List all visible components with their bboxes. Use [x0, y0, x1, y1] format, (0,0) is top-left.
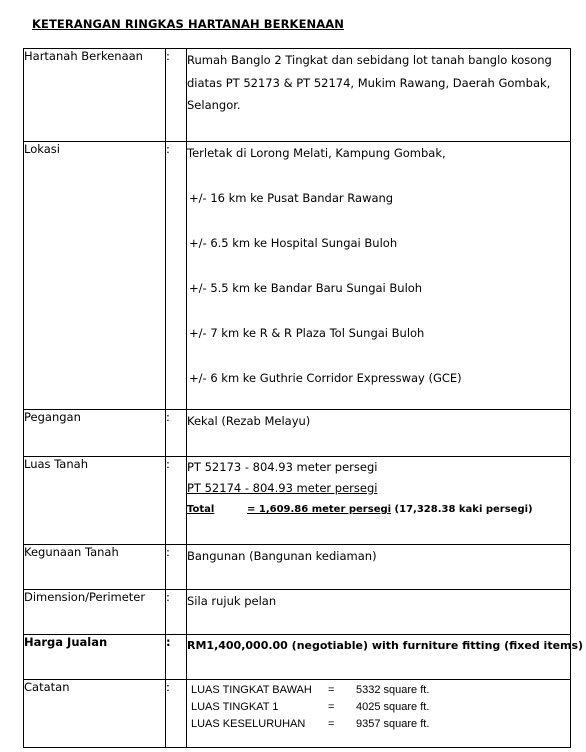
- hartanah-line: Selangor.: [187, 98, 241, 112]
- value-luas-tanah: [187, 457, 571, 545]
- colon: :: [166, 635, 187, 680]
- label-hartanah: Hartanah Berkenaan: [24, 49, 166, 142]
- row-pegangan: [24, 410, 571, 457]
- label-dimension: Dimension/Perimeter: [24, 590, 166, 635]
- row-luas-tanah: [24, 457, 571, 545]
- harga-text: RM1,400,000.00 (negotiable) with furniture fitting (fixed items): [187, 639, 584, 652]
- label-kegunaan: Kegunaan Tanah: [24, 545, 166, 590]
- total-value: = 1,609.86 meter persegi: [247, 504, 392, 515]
- area-row: [191, 682, 570, 699]
- value-catatan: [187, 680, 571, 748]
- area-row: [191, 699, 570, 716]
- row-catatan: [24, 680, 571, 748]
- value-harga: [187, 635, 584, 680]
- luas-line-2: PT 52174 - 804.93 meter persegi: [187, 481, 378, 495]
- label-catatan: Catatan: [24, 680, 166, 748]
- hartanah-line: Rumah Banglo 2 Tingkat dan sebidang lot tanah banglo kosong: [187, 53, 552, 67]
- area-eq: =: [328, 701, 335, 713]
- lokasi-item: +/- 7 km ke R & R Plaza Tol Sungai Buloh: [189, 326, 425, 340]
- label-harga: Harga Jualan: [24, 635, 166, 680]
- row-lokasi: [24, 142, 571, 410]
- area-eq: =: [328, 718, 335, 730]
- dimension-text: Sila rujuk pelan: [187, 594, 277, 608]
- area-value: 5332 square ft.: [356, 684, 430, 696]
- area-eq: =: [328, 684, 335, 696]
- lokasi-item: +/- 5.5 km ke Bandar Baru Sungai Buloh: [189, 281, 423, 295]
- area-name: LUAS TINGKAT 1: [191, 701, 279, 713]
- value-pegangan: [187, 410, 571, 457]
- label-lokasi: Lokasi: [24, 142, 166, 410]
- lokasi-intro: Terletak di Lorong Melati, Kampung Gombak,: [187, 146, 446, 160]
- value-lokasi: [187, 142, 571, 410]
- value-kegunaan: [187, 545, 571, 590]
- total-extra: (17,328.38 kaki persegi): [391, 504, 533, 515]
- page-title: KETERANGAN RINGKAS HARTANAH BERKENAAN: [32, 17, 344, 31]
- value-hartanah: [187, 49, 571, 142]
- label-luas-tanah: Luas Tanah: [24, 457, 166, 545]
- colon: :: [166, 680, 187, 748]
- luas-total: [187, 499, 570, 521]
- row-dimension: [24, 590, 571, 635]
- colon: :: [166, 590, 187, 635]
- hartanah-line: diatas PT 52173 & PT 52174, Mukim Rawang, Daerah Gombak,: [187, 75, 551, 90]
- colon: :: [166, 49, 187, 142]
- label-pegangan: Pegangan: [24, 410, 166, 457]
- row-kegunaan: [24, 545, 571, 590]
- colon: :: [166, 457, 187, 545]
- kegunaan-text: Bangunan (Bangunan kediaman): [187, 549, 377, 563]
- lokasi-item: +/- 6.5 km ke Hospital Sungai Buloh: [189, 236, 398, 250]
- lokasi-item: +/- 6 km ke Guthrie Corridor Expressway (GCE): [189, 371, 462, 385]
- luas-line-1: PT 52173 - 804.93 meter persegi: [187, 460, 378, 474]
- pegangan-text: Kekal (Rezab Melayu): [187, 414, 311, 428]
- colon: :: [166, 142, 187, 410]
- total-label: Total: [187, 504, 215, 515]
- row-harga: [24, 635, 571, 680]
- area-row: [191, 716, 570, 733]
- area-value: 4025 square ft.: [356, 701, 430, 713]
- row-hartanah: [24, 49, 571, 142]
- area-name: LUAS KESELURUHAN: [191, 718, 306, 730]
- property-info-table: [23, 48, 584, 748]
- value-dimension: [187, 590, 571, 635]
- area-name: LUAS TINGKAT BAWAH: [191, 684, 312, 696]
- colon: :: [166, 410, 187, 457]
- colon: :: [166, 545, 187, 590]
- area-value: 9357 square ft.: [356, 718, 430, 730]
- lokasi-item: +/- 16 km ke Pusat Bandar Rawang: [189, 191, 394, 205]
- area-summary: [191, 682, 570, 733]
